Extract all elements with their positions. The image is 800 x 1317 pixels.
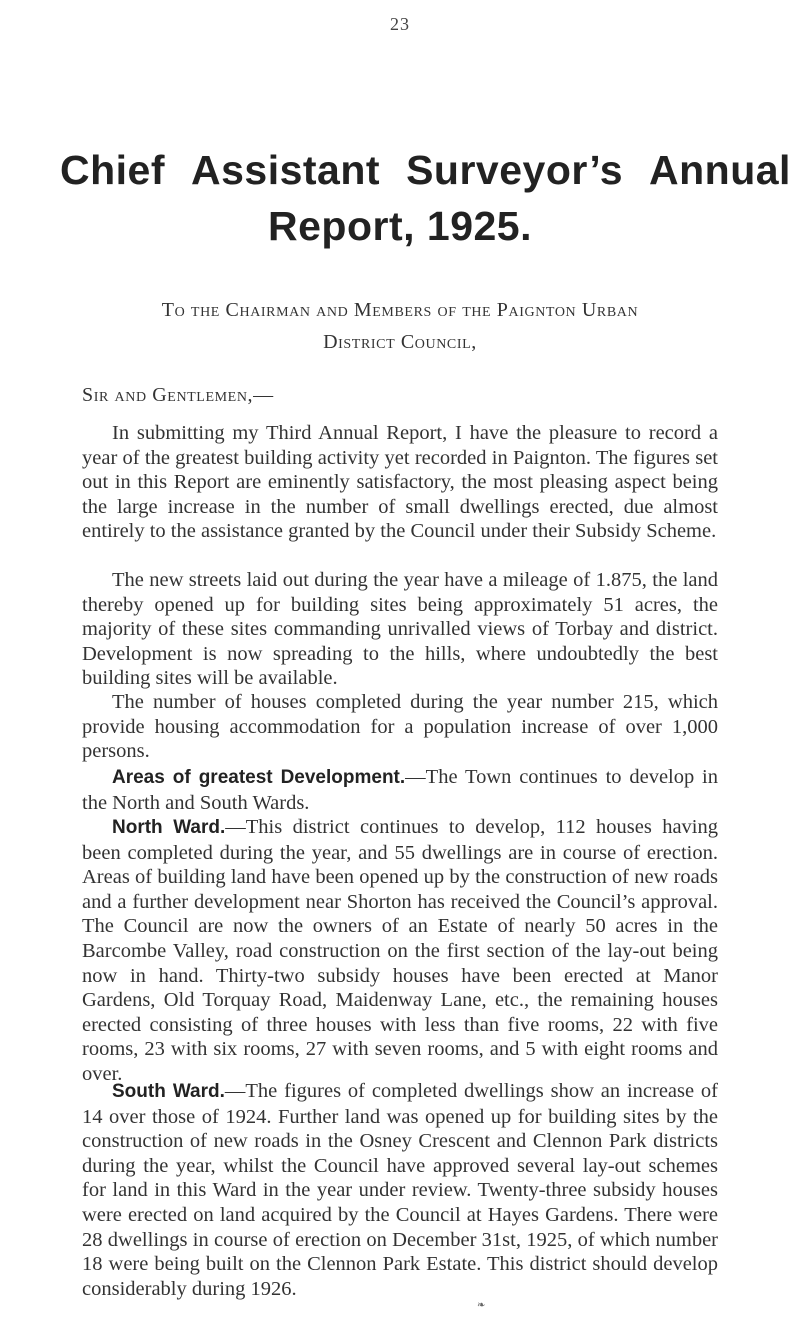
title-line-1 bbox=[60, 142, 791, 198]
footer-mark: ❧ bbox=[477, 1300, 486, 1311]
paragraph-areas bbox=[82, 765, 718, 815]
section-heading-areas: Areas of greatest Development. bbox=[112, 767, 406, 788]
report-title bbox=[60, 142, 791, 254]
section-heading-north-ward: North Ward. bbox=[112, 817, 226, 838]
salutation: Sir and Gentlemen,— bbox=[82, 384, 274, 406]
address-line-2: District Council, bbox=[323, 331, 477, 353]
title-word: Surveyor’s bbox=[406, 147, 624, 193]
address-line-1: To the Chairman and Members of the Paignton Urban bbox=[161, 299, 639, 321]
paragraph-areas-text: —The Town continues to develop in the North and South Wards. bbox=[82, 766, 719, 814]
page-number: 23 bbox=[390, 14, 410, 34]
paragraph-houses: The number of houses completed during the year number 215, which provide housing accommodation for a population increase of over 1,000 persons. bbox=[82, 691, 718, 763]
paragraph-south-ward-text: —The figures of completed dwellings show an increase of 14 over those of 1924. Further land was opened up for building sites by the construction of new roads in the Osney Crescent and Clennon Park districts during the year, whilst the Council have approved several lay-out schemes for land in this Ward in the year under review. Twenty-three subsidy houses were erected on land acquired by the Council at Hayes Gardens. There were 28 dwellings in course of erection on December 31st, 1925, of which number 18 were being built on the Clennon Park Estate. This district should develop considerably during 1926. bbox=[82, 1080, 719, 1300]
paragraph-north-ward bbox=[82, 815, 718, 1087]
paragraph-north-ward-text: —This district continues to develop, 112 houses having been completed during the year, and 55 dwellings are in course of erection. Areas of building land have been opened up by the construction of new roads and a further development near Shorton has received the Council’s approval. The Council are now the owners of an Estate of nearly 50 acres in the Barcombe Valley, road construction on the first section of the lay-out being now in hand. Thirty-two subsidy houses have been erected at Manor Gardens, Old Torquay Road, Maidenway Lane, etc., the remaining houses erected consisting of three houses with less than five rooms, 22 with five rooms, 23 with six rooms, 27 with seven rooms, and 5 with eight rooms and over. bbox=[82, 816, 719, 1085]
section-heading-south-ward: South Ward. bbox=[112, 1081, 225, 1102]
paragraph-intro: In submitting my Third Annual Report, I have the pleasure to record a year of the greatest building activity yet recorded in Paignton. The figures set out in this Report are eminently satisfactory, the most pleasing aspect being the large increase in the number of small dwellings erected, due almost entirely to the assistance granted by the Council under their Subsidy Scheme. bbox=[82, 422, 718, 543]
paragraph-streets: The new streets laid out during the year have a mileage of 1.875, the land thereby opened up for building sites being approximately 51 acres, the majority of these sites commanding unrivalled views of Torbay and district. Development is now spreading to the hills, where undoubtedly the best building sites will be available. bbox=[82, 569, 718, 690]
address-block bbox=[60, 294, 740, 358]
title-word: Chief bbox=[60, 147, 165, 193]
title-word: Annual bbox=[649, 147, 791, 193]
paragraph-south-ward bbox=[82, 1079, 718, 1301]
title-line-2: Report, 1925. bbox=[268, 203, 532, 249]
title-word: Assistant bbox=[191, 147, 381, 193]
